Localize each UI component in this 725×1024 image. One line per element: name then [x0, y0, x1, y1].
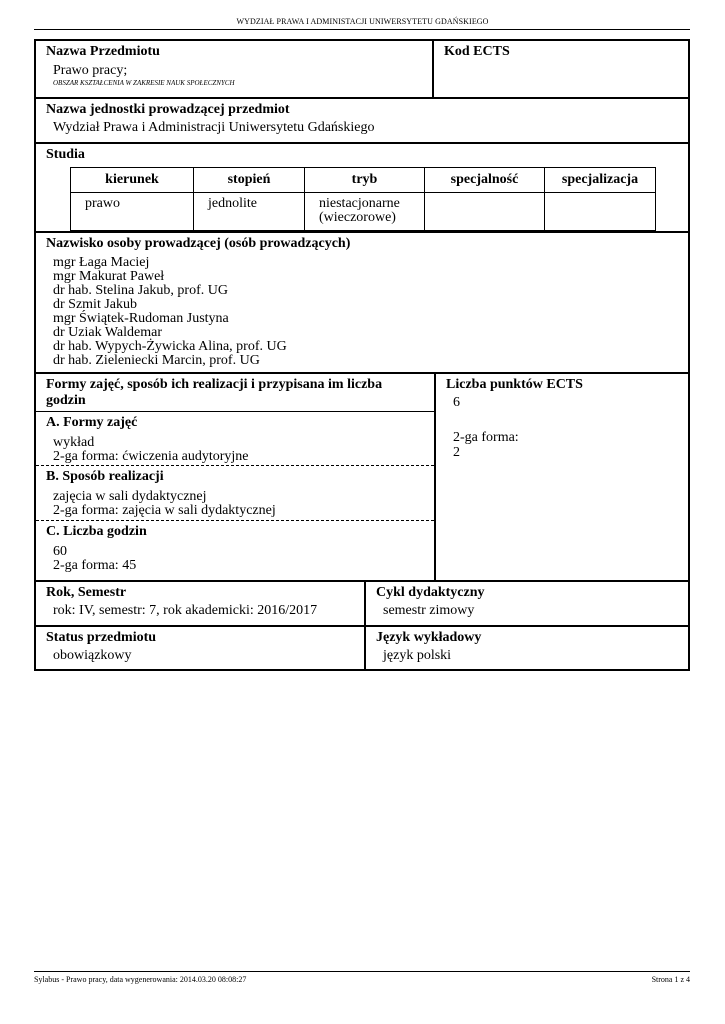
lecturer-name: dr Uziak Waldemar [53, 325, 163, 340]
status-value: obowiązkowy [53, 648, 132, 663]
unit-row [36, 99, 688, 144]
ects-points-value: 6 [453, 395, 460, 410]
studia-col-header: kierunek [71, 168, 194, 193]
studia-cell-specjalnosc [425, 193, 545, 231]
status-label: Status przedmiotu [46, 630, 157, 645]
cycle-label: Cykl dydaktyczny [376, 585, 485, 600]
footer-page-number: Strona 1 z 4 [651, 975, 690, 984]
subject-label: Nazwa Przedmiotu [46, 44, 160, 59]
lecturer-name: mgr Łaga Maciej [53, 255, 150, 270]
studia-col-header: specjalizacja [545, 168, 656, 193]
subject-value: Prawo pracy; [53, 63, 128, 78]
studia-cell-kierunek: prawo [71, 193, 194, 231]
studia-cell-stopien: jednolite [194, 193, 305, 231]
ects-points-second-label: 2-ga forma: [453, 430, 519, 445]
footer-left: Sylabus - Prawo pracy, data wygenerowania: 2014.03.20 08:08:27 [34, 975, 247, 984]
forms-a-value: 2-ga forma: ćwiczenia audytoryjne [53, 449, 249, 464]
cycle-cell [364, 582, 688, 625]
syllabus-frame [34, 39, 690, 671]
subject-area: OBSZAR KSZTAŁCENIA W ZAKRESIE NAUK SPOŁECZNYCH [53, 79, 235, 87]
unit-cell [36, 99, 688, 142]
cycle-value: semestr zimowy [383, 603, 475, 618]
studia-header-row [71, 168, 656, 193]
lecturers-label: Nazwisko osoby prowadzącej (osób prowadzących) [46, 236, 351, 251]
status-row [36, 627, 688, 669]
forms-b-label: B. Sposób realizacji [46, 469, 164, 484]
studia-col-header: stopień [194, 168, 305, 193]
forms-a [36, 412, 434, 466]
unit-label: Nazwa jednostki prowadzącej przedmiot [46, 102, 290, 117]
unit-value: Wydział Prawa i Administracji Uniwersytetu Gdańskiego [53, 120, 375, 135]
ects-code-cell [432, 41, 688, 97]
forms-c-value: 60 [53, 544, 67, 559]
year-value: rok: IV, semestr: 7, rok akademicki: 2016/2017 [53, 603, 318, 618]
language-cell [364, 627, 688, 669]
ects-points-label: Liczba punktów ECTS [446, 377, 583, 392]
lecturer-name: dr Szmit Jakub [53, 297, 137, 312]
studia-col-header: specjalność [425, 168, 545, 193]
studia-row [36, 144, 688, 233]
lecturer-name: mgr Świątek-Rudoman Justyna [53, 311, 229, 326]
forms-a-label: A. Formy zajęć [46, 415, 138, 430]
lecturers-row [36, 233, 688, 374]
forms-c [36, 521, 434, 577]
year-cell [36, 582, 364, 625]
forms-c-label: C. Liczba godzin [46, 524, 147, 539]
forms-label: Formy zajęć, sposób ich realizacji i przypisana im liczba godzin [46, 377, 383, 408]
language-value: język polski [383, 648, 452, 663]
forms-header [36, 374, 434, 412]
language-label: Język wykładowy [376, 630, 482, 645]
forms-a-value: wykład [53, 435, 95, 450]
studia-data-row [71, 193, 656, 231]
studia-cell [36, 144, 688, 231]
ects-points-cell [434, 374, 688, 580]
forms-b-value: 2-ga forma: zajęcia w sali dydaktycznej [53, 503, 276, 518]
year-label: Rok, Semestr [46, 585, 127, 600]
page-header: WYDZIAŁ PRAWA I ADMINISTACJI UNIWERSYTETU GDAŃSKIEGO [236, 17, 489, 26]
subject-cell [36, 41, 432, 97]
lecturers-cell [36, 233, 688, 372]
forms-c-value: 2-ga forma: 45 [53, 558, 137, 573]
forms-b [36, 466, 434, 521]
lecturer-name: dr hab. Stelina Jakub, prof. UG [53, 283, 228, 298]
studia-col-header: tryb [305, 168, 425, 193]
studia-cell-specjalizacja [545, 193, 656, 231]
year-row [36, 582, 688, 627]
lecturer-name: mgr Makurat Paweł [53, 269, 165, 284]
forms-cell [36, 374, 434, 580]
studia-table [70, 167, 656, 231]
lecturer-name: dr hab. Zieleniecki Marcin, prof. UG [53, 353, 260, 368]
forms-b-value: zajęcia w sali dydaktycznej [53, 489, 207, 504]
header-rule [34, 29, 690, 30]
studia-cell-tryb: niestacjonarne (wieczorowe) [305, 193, 425, 231]
lecturers-list [46, 256, 678, 368]
footer-rule [34, 971, 690, 972]
lecturer-name: dr hab. Wypych-Żywicka Alina, prof. UG [53, 339, 287, 354]
status-cell [36, 627, 364, 669]
subject-row [36, 41, 688, 99]
forms-row [36, 374, 688, 582]
ects-points-second-value: 2 [453, 445, 460, 460]
studia-label: Studia [46, 147, 85, 162]
ects-code-label: Kod ECTS [444, 44, 510, 59]
